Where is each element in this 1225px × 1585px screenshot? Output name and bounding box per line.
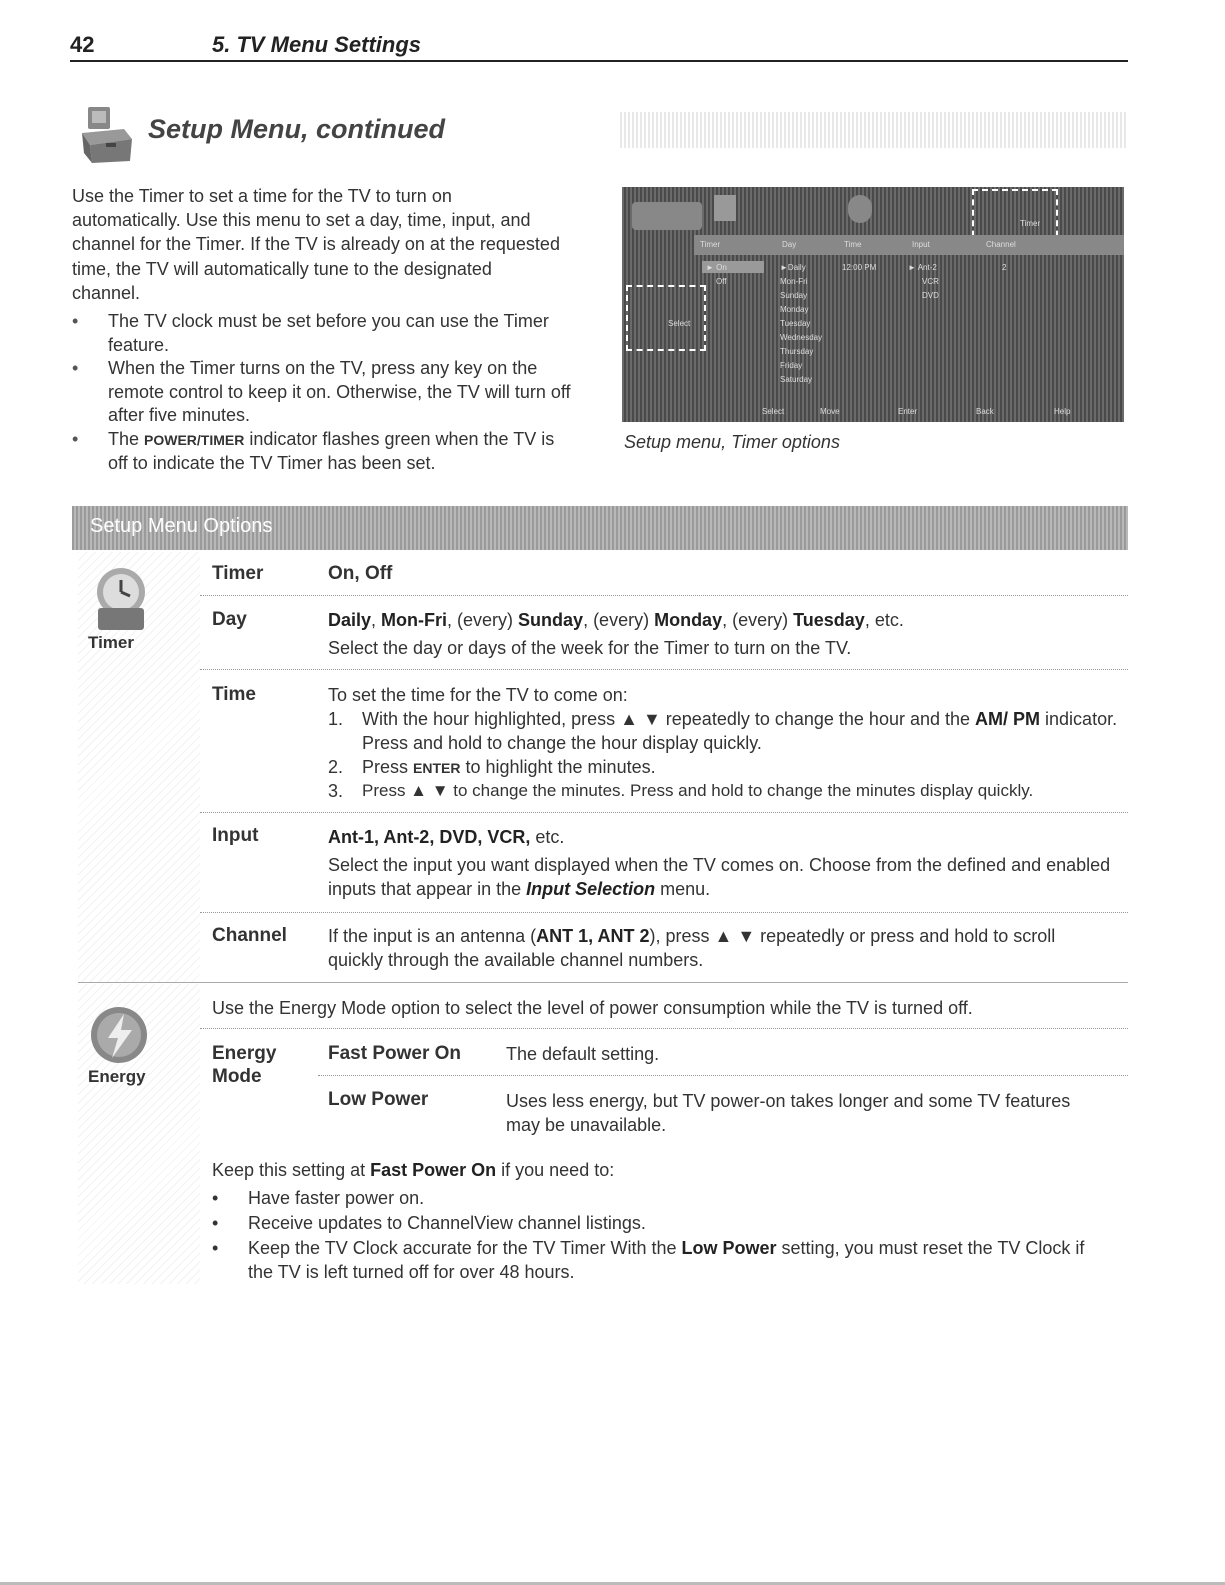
fast-power-on-desc: The default setting. (506, 1044, 660, 1064)
channel-label: Channel (212, 925, 287, 946)
input-desc-text: menu. (655, 879, 711, 899)
column-header: Time (844, 240, 862, 249)
low-power-desc: Uses less energy, but TV power-on takes longer and some TV features may be unavailable. (506, 1091, 1071, 1135)
low-power-ref: Low Power (681, 1238, 777, 1258)
input-etc: etc. (530, 827, 565, 847)
day-value: Sunday (780, 291, 808, 300)
setup-toolbox-icon (78, 103, 136, 165)
day-description: Select the day or days of the week for the Timer to turn on the TV. (328, 638, 852, 658)
keep-text: setting, you must reset the TV Clock if the TV is left turned off for over 48 hours. (248, 1238, 1085, 1282)
page-number: 42 (70, 32, 95, 57)
bullet-text: indicator flashes green when the TV is off to indicate the TV Timer has been set. (108, 428, 555, 473)
input-description (328, 853, 1118, 901)
column-header: Day (782, 240, 797, 249)
step-text: to highlight the minutes. (460, 757, 656, 777)
title-band (620, 112, 1128, 148)
channel-text: If the input is an antenna ( (328, 926, 537, 946)
footer-label: Move (820, 407, 840, 416)
keep-setting-text (212, 1158, 1112, 1182)
bullet-text: The (108, 428, 145, 449)
step-text: With the hour highlighted, press ▲ ▼ repeatedly to change the hour and the (362, 709, 976, 729)
select-highlight (626, 285, 706, 351)
step-text: indicator. Press and hold to change the hour display quickly. (362, 709, 1118, 753)
day-value: Tuesday (780, 319, 811, 328)
channel-description (328, 924, 1108, 972)
time-label: Time (212, 684, 257, 705)
timer-tab-label: Timer (1020, 219, 1041, 228)
energy-icon (86, 1002, 152, 1068)
day-values: Daily, Mon-Fri, (every) Sunday, (every) Monday, (every) Tuesday, etc. (328, 610, 904, 630)
list-item (248, 1236, 1108, 1284)
column-bar (694, 235, 1124, 255)
input-value: DVD (922, 291, 939, 300)
input-label: Input (212, 825, 259, 846)
intro-paragraph: Use the Timer to set a time for the TV to turn on automatically. Use this menu to set a day, time, input, and channel for the Timer. If the TV is already on at the requested time, the TV will automatically tune to the designated channel. (72, 186, 560, 303)
fast-power-on-label: Fast Power On (328, 1043, 462, 1064)
step-number: 2. (328, 757, 344, 777)
ch-icon (848, 195, 872, 223)
time-value: 12:00 PM (842, 263, 877, 272)
timer-value: ► On (706, 263, 727, 272)
keep-text: if you need to: (496, 1160, 615, 1180)
list-item: • The TV clock must be set before you can use the Timer feature. (72, 310, 572, 357)
divider (318, 1075, 1128, 1076)
am-label: AM/ (975, 709, 1009, 729)
divider (78, 982, 1128, 983)
column-header: Input (912, 240, 930, 249)
menu-tab (632, 202, 702, 230)
day-value: ►Daily (780, 263, 806, 272)
timer-clock-icon (86, 562, 156, 634)
select-label: Select (668, 319, 691, 328)
divider (200, 669, 1128, 670)
day-value: Mon-Fri (780, 277, 808, 286)
step-number: 1. (328, 709, 344, 729)
energy-icon-caption: Energy (88, 1067, 146, 1086)
input-value: VCR (922, 277, 939, 286)
section-title: Setup Menu, continued (148, 114, 445, 144)
keep-text: Keep this setting at (212, 1160, 371, 1180)
divider (200, 1028, 1128, 1029)
list-item: • When the Timer turns on the TV, press any key on the remote control to keep it on. Otherwise, the TV will turn off after five minutes. (72, 357, 572, 428)
day-value: Thursday (780, 347, 814, 356)
divider (200, 812, 1128, 813)
input-value: ► Ant-2 (908, 263, 937, 272)
timer-value: Off (716, 277, 727, 286)
step-number: 3. (328, 781, 344, 801)
screenshot-caption: Setup menu, Timer options (624, 432, 840, 452)
fast-power-ref: Fast Power On (370, 1160, 497, 1180)
bullet-dot: • (212, 1238, 219, 1258)
antenna-labels: ANT 1, ANT 2 (536, 926, 650, 946)
input-values-bold: Ant-1, Ant-2, DVD, VCR, (328, 827, 531, 847)
footer-label: Help (1054, 407, 1071, 416)
list-item (72, 428, 572, 476)
help-icon (714, 195, 736, 221)
time-step-2 (362, 755, 1122, 780)
low-power-label: Low Power (328, 1089, 429, 1110)
column-header: Channel (986, 240, 1016, 249)
list-item: Have faster power on. (248, 1188, 425, 1208)
list-item: Receive updates to ChannelView channel listings. (248, 1213, 646, 1233)
timer-values: On, Off (328, 563, 393, 584)
tv-menu-screenshot (622, 187, 1124, 422)
input-desc-text: Select the input you want displayed when the TV comes on. Choose from the defined and enabled inputs that appear in the (328, 855, 1111, 899)
time-intro: To set the time for the TV to come on: (328, 685, 628, 705)
footer-label: Back (976, 407, 994, 416)
channel-text: ), press ▲ ▼ repeatedly or press and hold to scroll quickly through the available channel numbers. (328, 926, 1056, 970)
channel-value: 2 (1002, 263, 1007, 272)
timer-icon-caption: Timer (88, 633, 134, 652)
bullet-dot: • (212, 1213, 219, 1233)
column-header: Timer (700, 240, 721, 249)
bullet-dot: • (212, 1188, 219, 1208)
timer-label: Timer (212, 563, 264, 584)
time-step-1 (362, 707, 1122, 755)
day-value: Saturday (780, 375, 813, 384)
energy-mode-label: Mode (212, 1066, 262, 1087)
day-label: Day (212, 609, 247, 630)
input-selection-ref: Input Selection (526, 879, 656, 899)
time-step-3: Press ▲ ▼ to change the minutes. Press and hold to change the minutes display quickly. (362, 781, 1034, 800)
chapter-title: 5. TV Menu Settings (212, 32, 422, 57)
divider (200, 912, 1128, 913)
page-header (70, 32, 1128, 62)
power-timer-key: POWER/TIMER (144, 431, 245, 448)
keep-text: Keep the TV Clock accurate for the TV Timer With the (248, 1238, 682, 1258)
input-values (328, 825, 1118, 849)
energy-intro: Use the Energy Mode option to select the level of power consumption while the TV is turned off. (212, 998, 973, 1018)
footer-label: Enter (898, 407, 918, 416)
enter-key: ENTER (413, 760, 461, 776)
pm-label: PM (1013, 709, 1041, 729)
intro-bullets (72, 310, 572, 476)
day-value: Friday (780, 361, 803, 370)
footer-label: Select (762, 407, 785, 416)
divider (200, 595, 1128, 596)
energy-mode-label: Energy (212, 1043, 277, 1064)
step-text: Press (362, 757, 414, 777)
day-value: Wednesday (780, 333, 823, 342)
options-band-title: Setup Menu Options (90, 515, 273, 537)
day-value: Monday (780, 305, 809, 314)
